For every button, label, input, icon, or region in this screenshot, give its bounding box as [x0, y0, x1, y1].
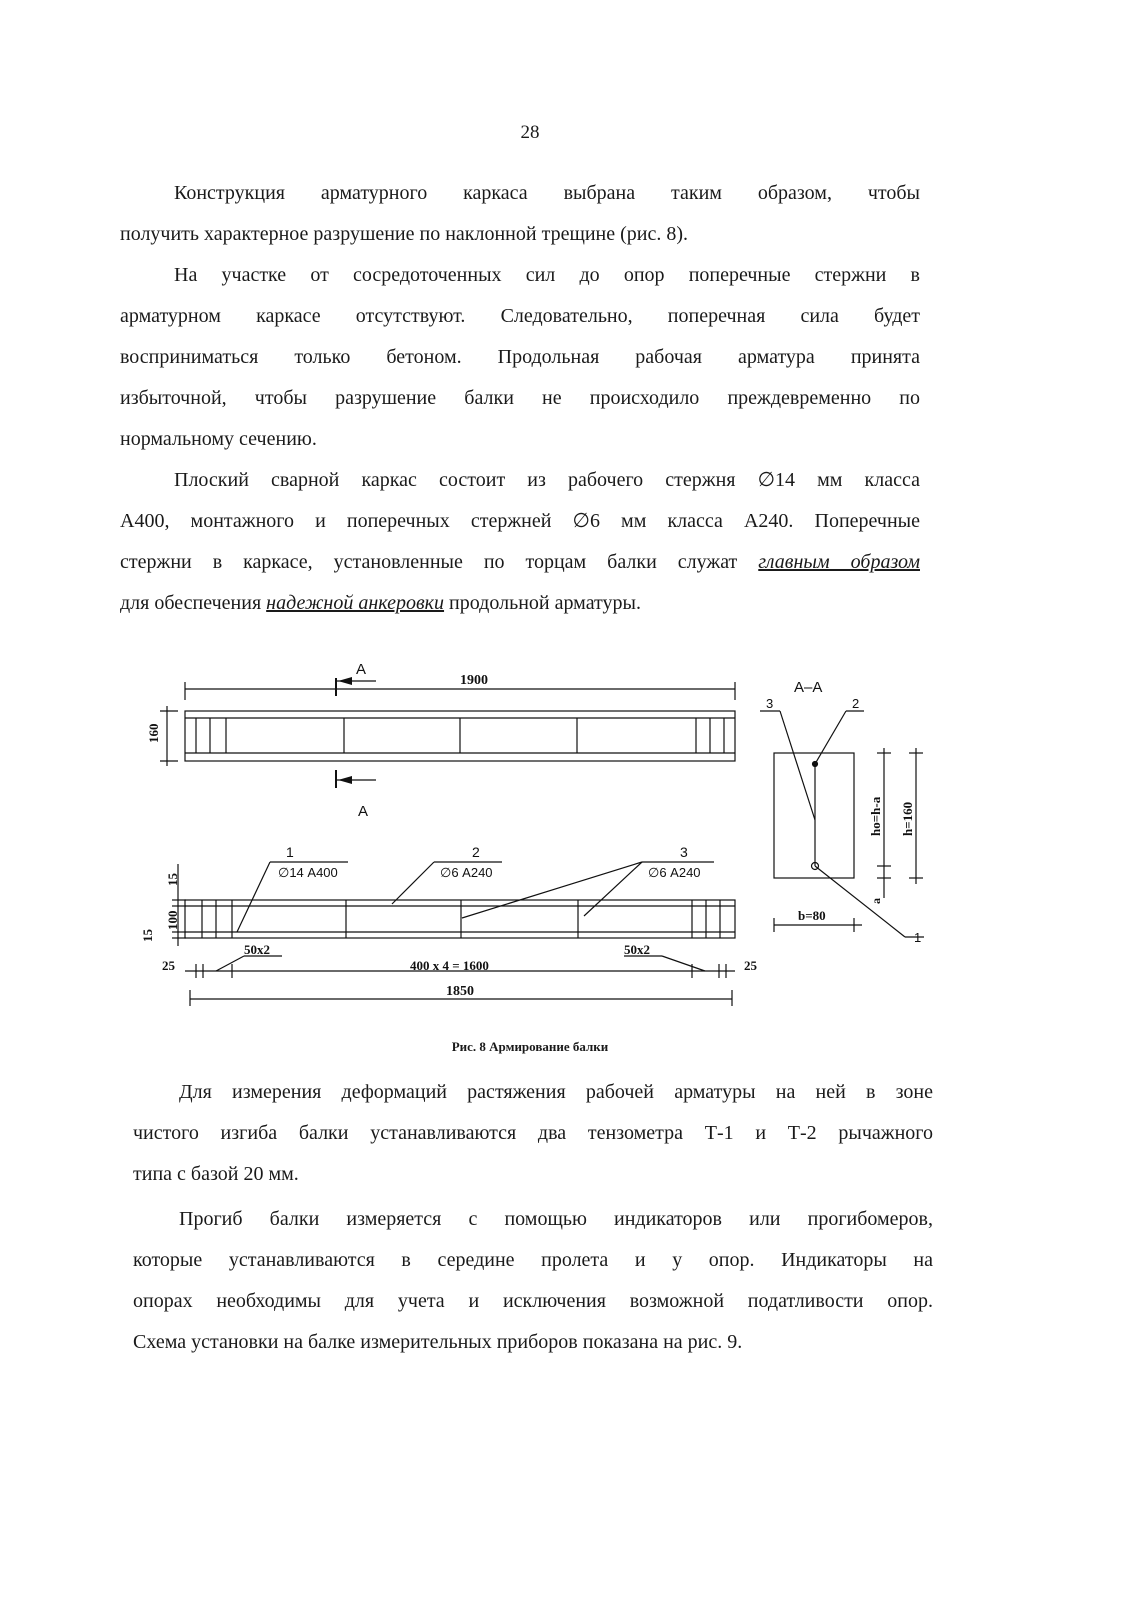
section-mark-top: А [356, 661, 367, 678]
plan-height-label: 160 [146, 723, 161, 743]
page-number: 28 [520, 122, 540, 143]
dim-top-cover: 15 [165, 873, 180, 886]
text-line: восприниматься только бетоном. Продольная рабочая арматура принята [120, 346, 920, 368]
text-segment: для обеспечения [120, 592, 267, 614]
beam-reinforcement-figure [0, 640, 1130, 1060]
text-line: опорах необходимы для учета и исключения возможной податливости опор. [133, 1290, 933, 1312]
text-line: типа с базой 20 мм. [133, 1163, 299, 1185]
text-line [120, 542, 920, 583]
leader-line [815, 711, 846, 764]
dim-section-width: b=80 [798, 908, 826, 923]
section-callout-2: 2 [852, 696, 860, 711]
dim-effective-depth: ho=h-a [868, 796, 883, 836]
text-line: Плоский сварной каркас состоит из рабочего стержня ∅14 мм класса [174, 469, 920, 491]
leader-line [392, 862, 434, 904]
dim-cover-a: a [869, 898, 883, 904]
leader-line [662, 956, 705, 971]
text-line: чистого изгиба балки устанавливаются два тензометра Т-1 и Т-2 рычажного [133, 1122, 933, 1144]
plan-view [146, 661, 735, 820]
text-line: А400, монтажного и поперечных стержней ∅6 мм класса А240. Поперечные [120, 510, 920, 532]
leader-line [815, 866, 905, 937]
dim-total: 1850 [446, 984, 474, 999]
callout-number-3: 3 [680, 844, 688, 860]
dim-end-left: 25 [162, 958, 175, 973]
text-line: арматурном каркасе отсутствуют. Следовательно, поперечная сила будет [120, 305, 920, 327]
cross-section-view [760, 679, 924, 945]
rebar-label-1: ∅14 А400 [278, 865, 338, 880]
body-text-bottom [133, 1072, 933, 1363]
section-callout-3: 3 [766, 696, 774, 711]
leader-line [584, 862, 642, 916]
text-line: Прогиб балки измеряется с помощью индикаторов или прогибомеров, [179, 1208, 933, 1230]
callout-number-1: 1 [286, 844, 294, 860]
rebar-label-2: ∅6 А240 [440, 865, 493, 880]
text-segment: продольной арматуры. [444, 592, 641, 614]
body-text-top [120, 173, 920, 624]
plan-length-label: 1900 [460, 673, 488, 688]
text-line: Для измерения деформаций растяжения рабочей арматуры на ней в зоне [179, 1081, 933, 1103]
section-title: А–А [794, 679, 823, 696]
leader-line [237, 862, 270, 932]
text-line: Схема установки на балке измерительных приборов показана на рис. 9. [133, 1331, 743, 1353]
dim-right-spacing: 50x2 [624, 942, 650, 957]
elevation-view [140, 844, 758, 1006]
text-line: получить характерное разрушение по наклонной трещине (рис. 8). [120, 223, 689, 245]
leader-line [780, 711, 815, 820]
section-mark-bottom: А [358, 803, 369, 820]
section-callout-1: 1 [914, 930, 922, 945]
dim-end-right: 25 [744, 958, 757, 973]
dim-middle: 400 x 4 = 1600 [410, 958, 489, 973]
dim-section-height: h=160 [900, 801, 915, 836]
text-line: нормальному сечению. [120, 428, 317, 450]
text-line [120, 583, 920, 624]
text-segment: стержни в каркасе, установленные по торцам балки служат [120, 551, 759, 573]
section-arrow-head [338, 776, 352, 784]
emphasis-text: главным образом [758, 551, 920, 573]
text-line: Конструкция арматурного каркаса выбрана таким образом, чтобы [174, 182, 920, 204]
callout-number-2: 2 [472, 844, 480, 860]
text-line: которые устанавливаются в середине пролета и у опор. Индикаторы на [133, 1249, 933, 1271]
section-arrow-head [338, 677, 352, 685]
text-line: избыточной, чтобы разрушение балки не происходило преждевременно по [120, 387, 920, 409]
figure-caption: Рис. 8 Армирование балки [451, 1039, 609, 1054]
emphasis-text: надежной анкеровки [266, 592, 445, 614]
dim-cage-height: 100 [165, 910, 180, 930]
dim-bottom-cover: 15 [140, 929, 155, 942]
text-line: На участке от сосредоточенных сил до опор поперечные стержни в [174, 264, 920, 286]
leader-line [216, 956, 244, 971]
dim-left-spacing: 50x2 [244, 942, 270, 957]
rebar-label-3: ∅6 А240 [648, 865, 701, 880]
